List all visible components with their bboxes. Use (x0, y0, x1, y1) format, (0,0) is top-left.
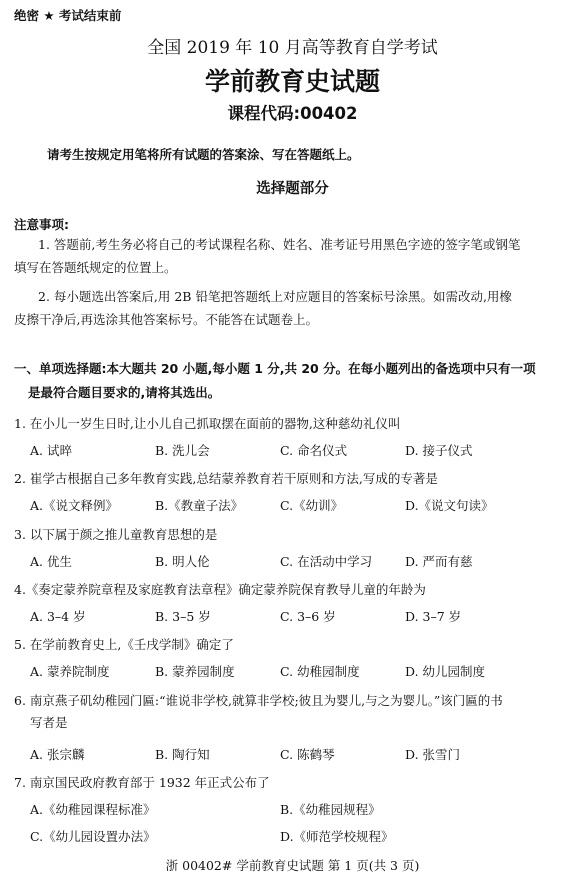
option: C. 陈鹤琴 (280, 747, 335, 762)
section-title: 选择题部分 (256, 181, 329, 197)
question-stem: 7. 南京国民政府教育部于 1932 年正式公布了 (14, 775, 270, 790)
confidential-mark: 绝密 ★ 考试结束前 (14, 8, 122, 23)
question-options (30, 441, 570, 463)
question-options (30, 552, 570, 574)
option: B. 蒙养园制度 (155, 664, 235, 679)
note-line: 1. 答题前,考生务必将自己的考试课程名称、姓名、准考证号用黑色字迹的签字笔或钢笔 (38, 237, 521, 252)
option: B.《教童子法》 (155, 498, 244, 513)
page-title: 学前教育史试题 (204, 67, 380, 96)
option: D. 张雪门 (405, 747, 461, 762)
option: A. 张宗麟 (30, 747, 85, 762)
question-stem: 4.《奏定蒙养院章程及家庭教育法章程》确定蒙养院保育教导儿童的年龄为 (14, 582, 426, 597)
course-code: 课程代码:00402 (227, 104, 358, 123)
option: B. 洗儿会 (155, 443, 210, 458)
note-item (14, 233, 574, 279)
question-options (30, 662, 570, 684)
option: D. 3–7 岁 (405, 609, 462, 624)
option: A. 蒙养院制度 (30, 664, 110, 679)
question-stem: 5. 在学前教育史上,《壬戌学制》确定了 (14, 637, 234, 652)
option: C. 在活动中学习 (280, 554, 373, 569)
note-line: 皮擦干净后,再选涂其他答案标号。不能答在试题卷上。 (14, 312, 318, 327)
question-options (30, 827, 570, 849)
question-stem: 1. 在小儿一岁生日时,让小儿自己抓取摆在面前的器物,这种慈幼礼仪叫 (14, 416, 401, 431)
option: A. 3–4 岁 (30, 609, 86, 624)
option: D.《说文句读》 (405, 498, 494, 513)
option: D. 幼儿园制度 (405, 664, 486, 679)
option: A.《说文释例》 (30, 498, 119, 513)
option: C. 3–6 岁 (280, 609, 336, 624)
option: B.《幼稚园规程》 (280, 802, 381, 817)
question-stem: 3. 以下属于颜之推儿童教育思想的是 (14, 527, 218, 542)
question-options (30, 607, 570, 629)
page-footer: 浙 00402# 学前教育史试题 第 1 页(共 3 页) (165, 858, 420, 873)
option: A. 优生 (30, 554, 72, 569)
option: A.《幼稚园课程标准》 (30, 802, 156, 817)
part-heading (14, 357, 580, 405)
option: A. 试晬 (30, 443, 72, 458)
part-heading-line: 一、单项选择题:本大题共 20 小题,每小题 1 分,共 20 分。在每小题列出的备选项中只有一项 (14, 361, 536, 376)
option: B. 明人伦 (155, 554, 210, 569)
note-item (14, 285, 574, 331)
option: D. 接子仪式 (405, 443, 473, 458)
option: D. 严而有慈 (405, 554, 473, 569)
option: B. 3–5 岁 (155, 609, 211, 624)
exam-name: 全国 2019 年 10 月高等教育自学考试 (147, 38, 438, 58)
question-options (30, 745, 570, 767)
option: B. 陶行知 (155, 747, 210, 762)
question-stem-line: 写者是 (30, 715, 68, 730)
notes-title: 注意事项: (14, 217, 69, 232)
question-stem (14, 690, 580, 734)
option: C. 命名仪式 (280, 443, 348, 458)
question-stem: 2. 崔学古根据自己多年教育实践,总结蒙养教育若干原则和方法,写成的专著是 (14, 471, 438, 486)
option: C.《幼训》 (280, 498, 344, 513)
answer-instruction: 请考生按规定用笔将所有试题的答案涂、写在答题纸上。 (47, 147, 360, 162)
option: C. 幼稚园制度 (280, 664, 360, 679)
option: C.《幼儿园设置办法》 (30, 829, 156, 844)
question-stem-line: 6. 南京燕子矶幼稚园门匾:“谁说非学校,就算非学校;彼且为婴儿,与之为婴儿。”该门匾的书 (14, 693, 503, 708)
question-options (30, 496, 570, 518)
question-options (30, 800, 570, 822)
note-line: 2. 每小题选出答案后,用 2B 铅笔把答题纸上对应题目的答案标号涂黑。如需改动,用橡 (38, 289, 512, 304)
option: D.《师范学校规程》 (280, 829, 394, 844)
note-line: 填写在答题纸规定的位置上。 (14, 260, 177, 275)
part-heading-line: 是最符合题目要求的,请将其选出。 (28, 385, 221, 400)
